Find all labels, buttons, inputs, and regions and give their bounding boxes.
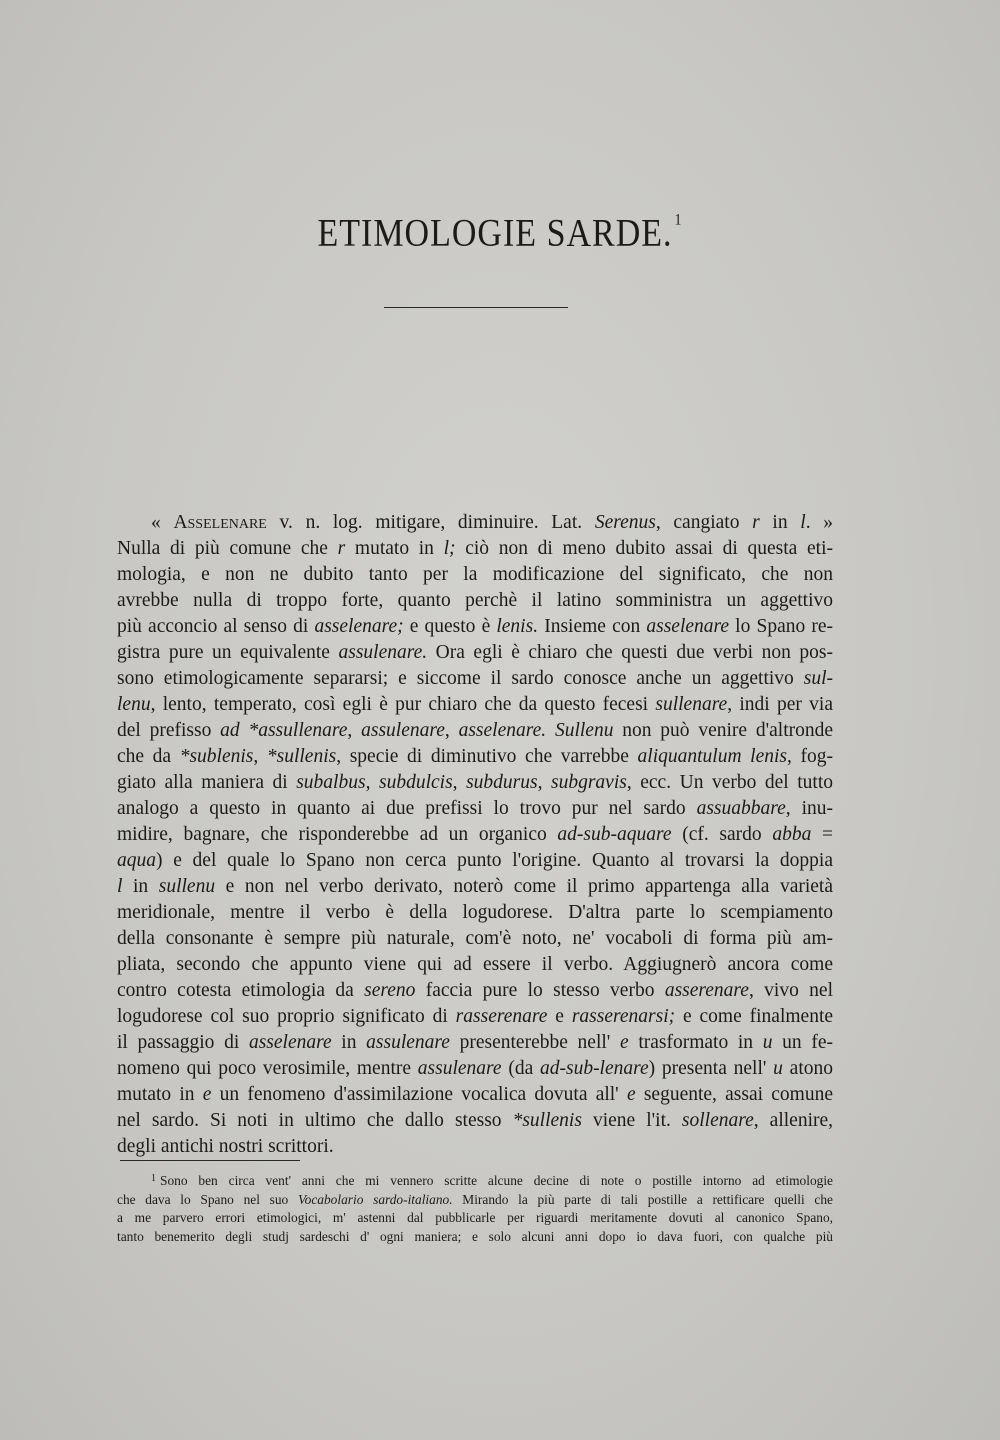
body-line-3: mologia, e non ne dubito tanto per la modificazione del significato, che non: [117, 564, 833, 585]
body-line-11: giato alla maniera di subalbus, subdulcis, subdurus, subgravis, ecc. Un verbo del tutto: [117, 772, 834, 793]
body-line-8: lenu, lento, temperato, così egli è pur chiaro che da questo fecesi sullenare, indi per via: [117, 694, 833, 715]
title-text: ETIMOLOGIE SARDE.: [317, 212, 673, 255]
footnote-marker: 1: [151, 1173, 156, 1184]
footnote-divider: [120, 1160, 300, 1161]
body-line-18: pliata, secondo che appunto viene qui ad essere il verbo. Aggiugnerò ancora come: [117, 954, 833, 975]
body-line-17: della consonante è sempre più naturale, com'è noto, ne' vocaboli di forma più am-: [117, 928, 833, 949]
body-line-24: nel sardo. Si noti in ultimo che dallo stesso *sullenis viene l'it. sollenare, allenire,: [117, 1110, 834, 1131]
footnote-line-3: a me parvero errori etimologici, m' astenni dal pubblicarle per riguardi meritamente dovuti al canonico Spano,: [117, 1210, 833, 1225]
body-line-7: sono etimologicamente separarsi; e siccome il sardo conosce anche un aggettivo sul-: [117, 668, 833, 689]
body-line-19: contro cotesta etimologia da sereno faccia pure lo stesso verbo asserenare, vivo nel: [117, 980, 833, 1001]
body-paragraph: [117, 510, 833, 1160]
footnote-line-2: che dava lo Spano nel suo Vocabolario sardo-italiano. Mirando la più parte di tali postille a rettificare quelli che: [117, 1191, 833, 1207]
body-line-1: « Asselenare v. n. log. mitigare, diminuire. Lat. Serenus, cangiato r in l. »: [151, 512, 834, 533]
footnote: [117, 1170, 833, 1246]
footnote-line-1: $^1$ Sono ben circa vent' anni che mi vennero scritte alcune decine di note o postille intorno ad etimologie: [151, 1173, 833, 1188]
footnote-line-4: tanto benemerito degli studj sardeschi d' ogni maniera; e solo alcuni anni dopo io dava fuori, con qualche più: [117, 1228, 833, 1244]
body-line-20: logudorese col suo proprio significato di rasserenare e rasserenarsi; e come finalmente: [117, 1006, 834, 1027]
body-line-12: analogo a questo in quanto ai due prefissi lo trovo pur nel sardo assuabbare, inu-: [117, 798, 833, 819]
body-line-14: aqua) e del quale lo Spano non cerca punto l'origine. Quanto al trovarsi la doppia: [117, 850, 833, 871]
body-line-5: più acconcio al senso di asselenare; e questo è lenis. Insieme con asselenare lo Spano re-: [117, 616, 833, 637]
body-line-22: nomeno qui poco verosimile, mentre assulenare (da ad-sub-lenare) presenta nell' u atono: [117, 1058, 833, 1079]
page-title: [0, 212, 1000, 256]
body-line-13: midire, bagnare, che risponderebbe ad un organico ad-sub-aquare (cf. sardo abba =: [117, 824, 834, 845]
body-line-21: il passaggio di asselenare in assulenare presenterebbe nell' e trasformato in u un fe-: [117, 1032, 833, 1053]
title-divider: [384, 307, 568, 308]
body-line-16: meridionale, mentre il verbo è della logudorese. D'altra parte lo scempiamento: [117, 902, 833, 923]
title-footnote-marker[interactable]: 1: [674, 212, 683, 230]
body-line-15: l in sullenu e non nel verbo derivato, noterò come il primo appartenga alla varietà: [117, 876, 833, 897]
body-line-2: Nulla di più comune che r mutato in l; ciò non di meno dubito assai di questa eti-: [117, 538, 833, 559]
body-line-6: gistra pure un equivalente assulenare. Ora egli è chiaro che questi due verbi non pos-: [117, 642, 833, 663]
body-line-9: del prefisso ad *assullenare, assulenare, asselenare. Sullenu non può venire d'altronde: [117, 720, 834, 741]
body-line-10: che da *sublenis, *sullenis, specie di diminutivo che varrebbe aliquantulum lenis, fog-: [117, 746, 833, 767]
body-line-25: degli antichi nostri scrittori.: [117, 1136, 334, 1157]
body-line-23: mutato in e un fenomeno d'assimilazione vocalica dovuta all' e seguente, assai comune: [117, 1084, 834, 1105]
body-line-4: avrebbe nulla di troppo forte, quanto perchè il latino somministra un aggettivo: [117, 590, 833, 611]
